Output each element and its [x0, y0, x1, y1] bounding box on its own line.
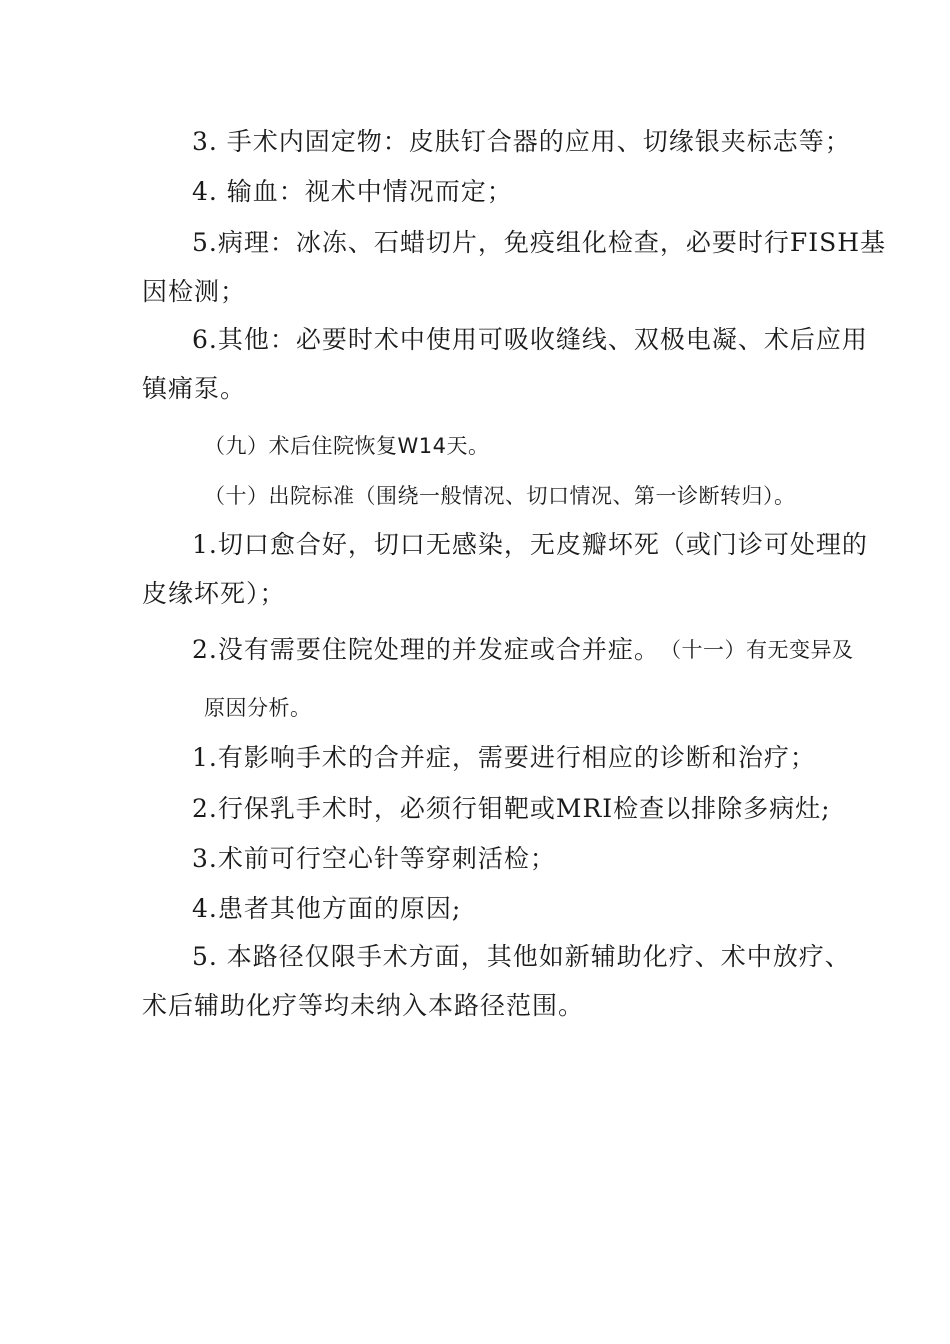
text-line: 6.其他：必要时术中使用可吸收缝线、双极电凝、术后应用 — [192, 325, 868, 354]
section-heading: 原因分析。 — [204, 696, 312, 720]
text-line: 2.没有需要住院处理的并发症或合并症。 — [192, 635, 660, 664]
text-line: 2.行保乳手术时，必须行钼靶或MRI检查以排除多病灶; — [192, 794, 831, 823]
text-line: 皮缘坏死）； — [142, 579, 286, 608]
text-line: 3.术前可行空心针等穿刺活检； — [192, 844, 556, 873]
text-line: 1.有影响手术的合并症，需要进行相应的诊断和治疗； — [192, 743, 816, 772]
text-line: 3. 手术内固定物：皮肤钉合器的应用、切缘银夹标志等； — [192, 127, 851, 156]
text-line: 5.病理：冰冻、石蜡切片，免疫组化检查，必要时行FISH基 — [192, 228, 887, 257]
text-line: 1.切口愈合好，切口无感染，无皮瓣坏死（或门诊可处理的 — [192, 530, 868, 559]
section-heading: （十一）有无变异及 — [660, 638, 854, 662]
text-line: 术后辅助化疗等均未纳入本路径范围。 — [142, 991, 585, 1020]
text-line: 4. 输血：视术中情况而定； — [192, 177, 513, 206]
text-line: 5. 本路径仅限手术方面，其他如新辅助化疗、术中放疗、 — [192, 942, 851, 971]
section-heading: （十）出院标准（围绕一般情况、切口情况、第一诊断转归）。 — [204, 484, 796, 508]
text-line: 4.患者其他方面的原因; — [192, 894, 462, 923]
text-line: 因检测； — [142, 277, 247, 306]
section-heading: （九）术后住院恢复W14天。 — [204, 434, 490, 458]
text-line: 镇痛泵。 — [142, 374, 247, 403]
